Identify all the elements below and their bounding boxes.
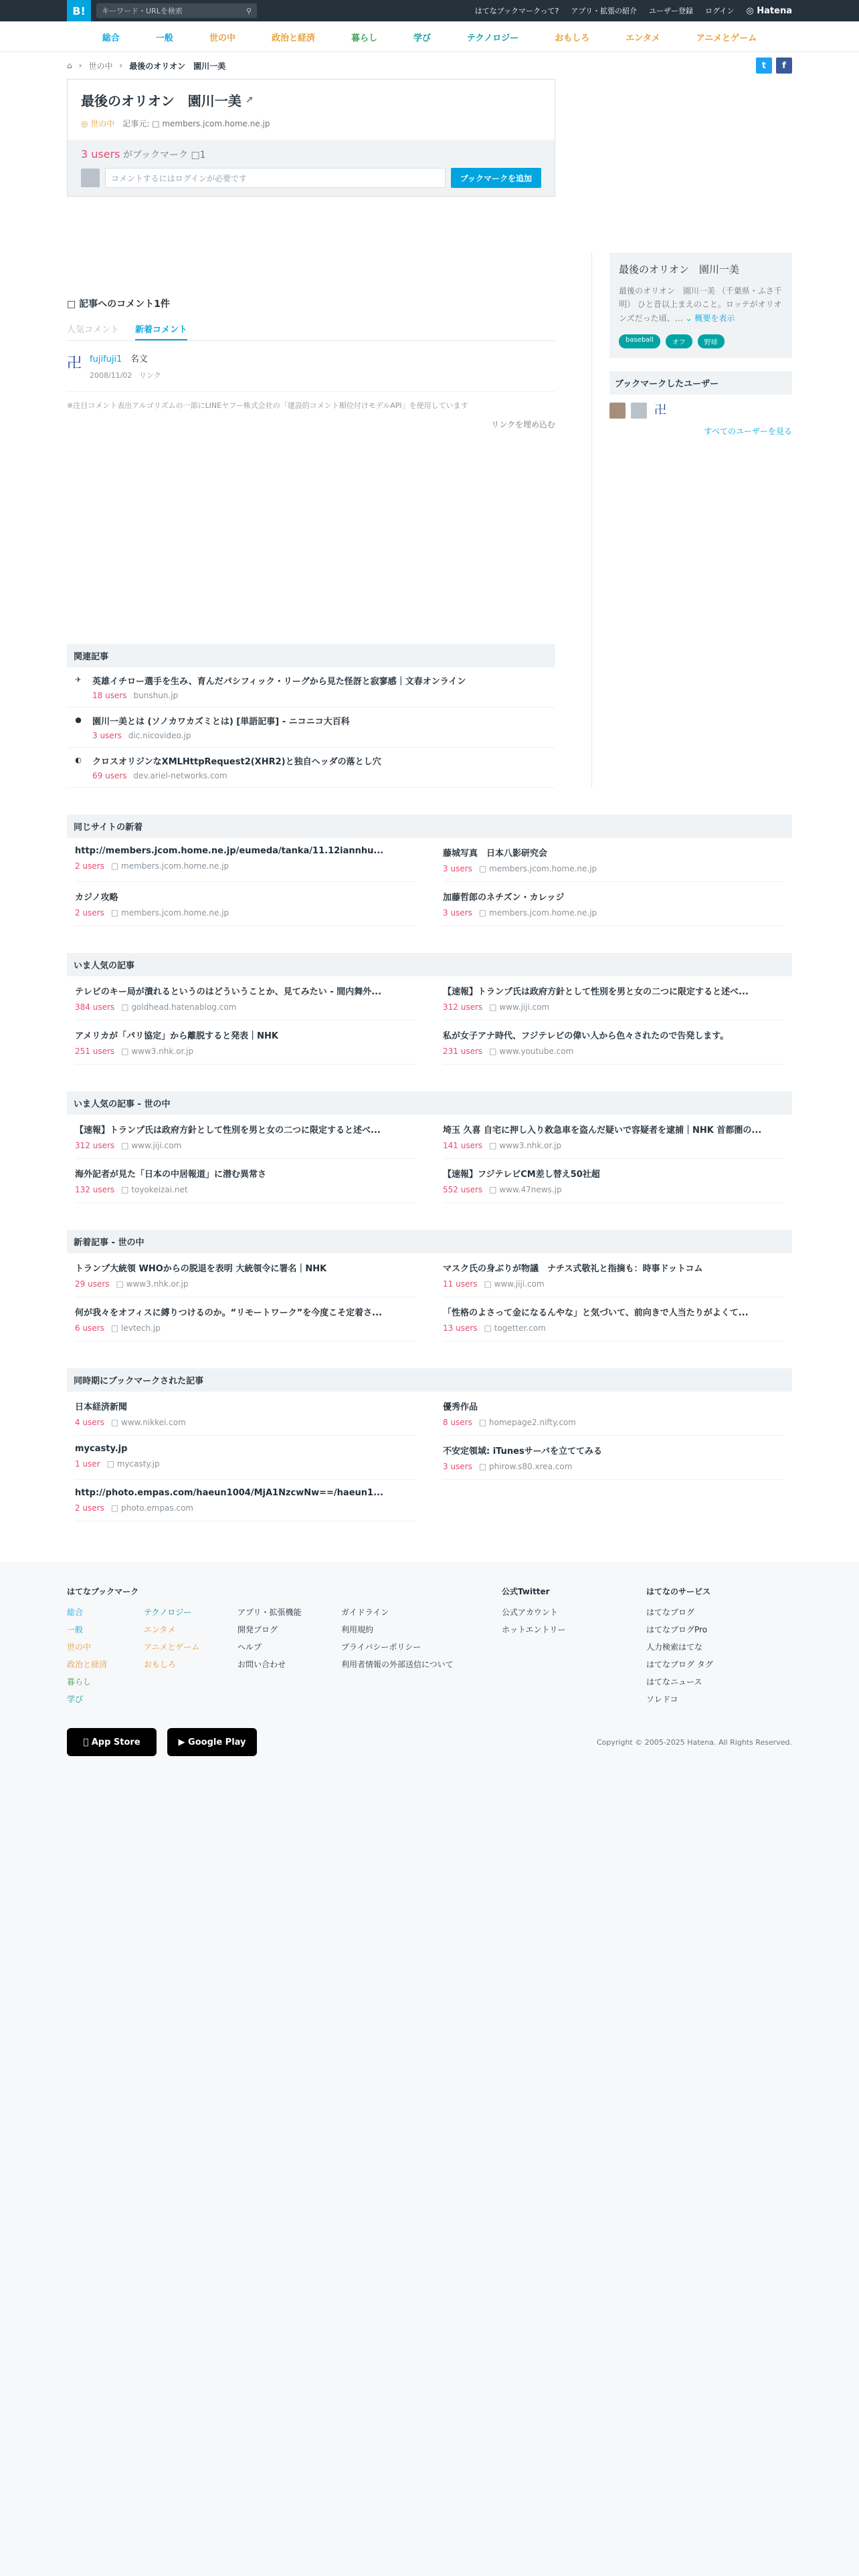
footer-link[interactable]: 一般 <box>67 1625 84 1634</box>
entry-card <box>67 79 555 197</box>
article-item[interactable] <box>443 1115 784 1159</box>
article-domain[interactable]: mycasty.jp <box>116 1459 160 1469</box>
users-count[interactable]: 11 users <box>443 1279 478 1289</box>
comment-icon: □ <box>191 150 200 160</box>
favicon-icon: □ <box>478 1418 490 1427</box>
users-count[interactable]: 3 users <box>443 908 472 918</box>
related-body <box>92 754 381 780</box>
favicon-icon: □ <box>478 908 490 918</box>
related-item[interactable] <box>67 667 555 708</box>
footer-link[interactable]: 利用規約 <box>341 1625 374 1634</box>
footer-link[interactable]: 学び <box>67 1695 84 1704</box>
article-item[interactable] <box>443 882 784 926</box>
article-title-link[interactable]: 海外記者が見た「日本の中居報道」に潜む異常さ <box>75 1170 267 1180</box>
summary-text: 最後のオリオン 園川一美 （千葉県・ふさ千明） ひと昔以上まえのこと。ロッテがオリオンズだった頃、… <box>619 286 782 323</box>
article-title-link[interactable]: 優秀作品 <box>443 1402 478 1412</box>
show-summary-label: 概要を表示 <box>694 313 735 323</box>
search-input[interactable] <box>96 3 257 18</box>
section-title: いま人気の記事 - 世の中 <box>67 1091 792 1115</box>
article-title-link[interactable]: 不安定領域: iTunesサーバを立ててみる <box>443 1446 603 1457</box>
users-count[interactable]: 552 users <box>443 1185 483 1194</box>
article-domain[interactable]: www3.nhk.or.jp <box>126 1279 189 1289</box>
related-title-link[interactable]: 英雄イチロー選手を生み、育んだパシフィック・リーグから見た怪訝と寂寥感｜文春オンライン <box>92 677 466 687</box>
article-item[interactable] <box>75 1021 416 1065</box>
users-count[interactable]: 2 users <box>75 908 104 918</box>
article-domain[interactable]: togetter.com <box>494 1323 546 1333</box>
section-title: 同時期にブックマークされた記事 <box>67 1368 792 1392</box>
footer-link[interactable]: ガイドライン <box>341 1608 389 1617</box>
related-title: 関連記事 <box>67 644 555 667</box>
article-meta <box>443 864 784 873</box>
article-meta <box>443 1047 784 1056</box>
app-store-label: App Store <box>88 1737 138 1747</box>
tag-off[interactable]: オフ <box>666 334 692 348</box>
favicon-icon: □ <box>121 1002 132 1012</box>
related-item[interactable] <box>67 708 555 748</box>
users-count[interactable]: 13 users <box>443 1323 478 1333</box>
hatena-brand-label: Hatena <box>757 5 792 16</box>
users-count[interactable]: 3 users <box>443 1462 472 1471</box>
footer-link[interactable]: プライバシーポリシー <box>341 1642 421 1652</box>
article-section <box>67 953 792 1065</box>
article-title-link[interactable]: 何が我々をオフィスに縛りつけるのか。“リモートワーク”を今度こそ定着さ... <box>75 1308 382 1318</box>
favicon-icon: ● <box>75 716 82 724</box>
copyright: Copyright © 2005-2025 Hatena. All Rights Reserved. <box>596 1737 792 1747</box>
favicon-icon: □ <box>478 864 490 873</box>
related-meta <box>92 691 466 700</box>
bookmark-count <box>81 148 541 161</box>
tab-popular-comments[interactable]: 人気コメント <box>67 325 120 335</box>
footer-link[interactable]: テクノロジー <box>144 1608 192 1617</box>
article-domain[interactable]: members.jcom.home.ne.jp <box>121 908 229 918</box>
breadcrumb <box>67 52 792 79</box>
article-title-link[interactable]: 【速報】フジテレビCM差し替え50社超 <box>443 1170 600 1180</box>
article-grid <box>67 1253 792 1341</box>
article-meta <box>75 1323 416 1333</box>
article-title-link[interactable]: 【速報】トランプ氏は政府方針として性別を男と女の二つに限定すると述べ... <box>443 987 749 997</box>
entry-summary <box>609 253 792 358</box>
tag-baseball[interactable]: baseball <box>619 334 660 348</box>
article-item[interactable] <box>443 976 784 1021</box>
footer-twitter-title: 公式Twitter <box>502 1587 550 1596</box>
article-meta <box>75 908 416 918</box>
footer-link[interactable]: ホットエントリー <box>502 1625 566 1634</box>
footer-link[interactable]: エンタメ <box>144 1625 176 1634</box>
article-meta <box>75 1459 416 1469</box>
related-body <box>92 674 466 700</box>
users-count[interactable]: 251 users <box>75 1047 115 1056</box>
related-item[interactable] <box>67 748 555 788</box>
comment-tabs <box>67 318 555 341</box>
footer-link[interactable]: はてなブログ タグ <box>646 1660 713 1669</box>
article-domain[interactable]: goldhead.hatenablog.com <box>131 1002 237 1012</box>
article-item[interactable] <box>75 1480 416 1521</box>
article-domain[interactable]: www.jiji.com <box>494 1279 545 1289</box>
footer-link[interactable]: はてなブログ <box>646 1608 695 1617</box>
chevron-right-icon: › <box>119 61 123 70</box>
search-placeholder: キーワード・URLを検索 <box>102 7 183 15</box>
tab-new-comments[interactable]: 新着コメント <box>135 318 187 340</box>
article-meta <box>75 1185 416 1194</box>
embed-link[interactable]: リンクを埋め込む <box>491 420 555 429</box>
top-nav-about[interactable]: はてなブックマークって? <box>474 7 559 15</box>
entry-source-label: 記事元: <box>122 119 150 128</box>
entry-category[interactable]: ◎ 世の中 <box>81 119 115 128</box>
article-item[interactable] <box>75 1436 416 1480</box>
tag-list <box>619 334 783 348</box>
article-domain[interactable]: www3.nhk.or.jp <box>499 1141 562 1150</box>
article-meta <box>443 1141 784 1150</box>
article-meta <box>443 908 784 918</box>
article-grid <box>67 1115 792 1203</box>
favicon-icon: ✈ <box>75 675 82 684</box>
users-count[interactable]: 3 users <box>92 731 122 740</box>
article-item[interactable] <box>443 1253 784 1297</box>
article-meta <box>75 1279 416 1289</box>
related-meta <box>92 771 381 780</box>
favicon-icon: □ <box>121 1185 132 1194</box>
article-grid <box>67 1392 792 1521</box>
footer-link[interactable]: はてなニュース <box>646 1677 702 1687</box>
footer-link[interactable]: 総合 <box>67 1608 84 1617</box>
category-tab[interactable]: 学び <box>413 33 431 43</box>
favicon-icon: □ <box>110 908 122 918</box>
article-item[interactable] <box>443 1159 784 1203</box>
home-icon[interactable]: ⌂ <box>67 61 72 70</box>
bookmark-users <box>609 403 792 419</box>
footer-link[interactable]: アプリ・拡張機能 <box>237 1608 302 1617</box>
footer-link[interactable]: 政治と経済 <box>67 1660 108 1669</box>
article-item[interactable] <box>75 838 416 882</box>
footer-link[interactable]: ソレドコ <box>646 1695 678 1704</box>
comment-input[interactable]: コメントするにはログインが必要です <box>105 168 446 188</box>
footer <box>0 1562 859 1780</box>
favicon-icon: □ <box>484 1279 494 1289</box>
users-count[interactable]: 3 users <box>443 864 472 873</box>
search-icon[interactable]: ⚲ <box>246 6 252 15</box>
comment-text: 名文 <box>130 354 148 364</box>
article-title-link[interactable]: 藤城写真 日本八影研究会 <box>443 849 548 859</box>
related-title-link[interactable]: 園川一美とは (ソノカワカズミとは) [単語記事] - ニコニコ大百科 <box>92 717 350 727</box>
category-tab[interactable]: アニメとゲーム <box>696 33 757 43</box>
article-domain[interactable]: members.jcom.home.ne.jp <box>121 861 229 871</box>
users-count[interactable]: 29 users <box>75 1279 110 1289</box>
article-title-link[interactable]: 埼玉 久喜 自宅に押し入り救急車を盗んだ疑いで容疑者を逮捕｜NHK 首都圏の... <box>443 1125 762 1136</box>
favicon-icon: □ <box>489 1047 500 1056</box>
article-meta <box>443 1279 784 1289</box>
favicon-icon: □ <box>489 1002 500 1012</box>
category-tab[interactable]: テクノロジー <box>467 33 519 43</box>
article-title-link[interactable]: mycasty.jp <box>75 1444 128 1454</box>
article-item[interactable] <box>443 1436 784 1480</box>
top-bar <box>0 0 859 21</box>
users-count[interactable]: 312 users <box>443 1002 483 1012</box>
footer-link[interactable]: はてなブログPro <box>646 1625 708 1634</box>
users-count[interactable]: 231 users <box>443 1047 483 1056</box>
category-tab[interactable]: 世の中 <box>209 33 235 43</box>
article-meta <box>75 861 416 871</box>
users-count[interactable]: 2 users <box>75 1503 104 1513</box>
summary-title: 最後のオリオン 園川一美 <box>619 263 739 276</box>
category-tab[interactable]: おもしろ <box>555 33 590 43</box>
users-count[interactable]: 141 users <box>443 1141 483 1150</box>
article-section <box>67 1091 792 1203</box>
article-domain[interactable]: members.jcom.home.ne.jp <box>489 864 597 873</box>
article-domain[interactable]: homepage2.nifty.com <box>489 1418 576 1427</box>
article-item[interactable] <box>75 1392 416 1436</box>
users-count[interactable]: 8 users <box>443 1418 472 1427</box>
users-count[interactable]: 312 users <box>75 1141 115 1150</box>
article-domain[interactable]: photo.empas.com <box>121 1503 193 1513</box>
avatar <box>81 169 100 187</box>
related-title-link[interactable]: クロスオリジンなXMLHttpRequest2(XHR2)と独自ヘッダの落とし穴 <box>92 757 381 767</box>
article-title-link[interactable]: 「性格のよさって金になるんやな」と気づいて、前向きで人当たりがよくて... <box>443 1308 749 1318</box>
footer-link[interactable]: 開発ブログ <box>237 1625 278 1634</box>
app-store-button[interactable] <box>67 1728 157 1756</box>
share-buttons <box>756 58 792 74</box>
favicon-icon: □ <box>106 1459 117 1469</box>
top-nav-register[interactable]: ユーザー登録 <box>648 7 693 15</box>
favicon-icon: □ <box>121 1047 132 1056</box>
article-section <box>67 1230 792 1341</box>
top-nav <box>475 5 792 16</box>
users-count[interactable]: 4 users <box>75 1418 104 1427</box>
hatena-icon: ◎ <box>746 5 754 16</box>
article-item[interactable] <box>443 838 784 882</box>
favicon-icon: □ <box>110 1418 122 1427</box>
top-nav-login[interactable]: ログイン <box>704 7 735 15</box>
user-avatar-icon[interactable]: 卍 <box>67 355 82 372</box>
related-domain[interactable]: bunshun.jp <box>133 691 179 700</box>
article-domain[interactable]: phirow.s80.xrea.com <box>489 1462 573 1471</box>
comment-date[interactable]: 2008/11/02 <box>90 371 132 380</box>
footer-link[interactable]: ヘルプ <box>237 1642 262 1652</box>
users-count[interactable]: 384 users <box>75 1002 115 1012</box>
article-title-link[interactable]: 加藤哲郎のネチズン・カレッジ <box>443 893 565 903</box>
avatar[interactable]: 卍 <box>652 403 668 419</box>
article-item[interactable] <box>443 1392 784 1436</box>
main-column <box>67 79 555 788</box>
article-grid <box>67 976 792 1065</box>
twitter-icon[interactable]: t <box>756 58 772 74</box>
side-column <box>591 253 792 788</box>
article-title-link[interactable]: 私が女子アナ時代、フジテレビの偉い人から色々されたので告発します。 <box>443 1031 729 1041</box>
article-section <box>67 1368 792 1521</box>
footer-link[interactable]: おもしろ <box>144 1660 177 1669</box>
article-domain[interactable]: levtech.jp <box>121 1323 161 1333</box>
users-count[interactable]: 2 users <box>75 861 104 871</box>
article-title-link[interactable]: テレビのキー局が潰れるというのはどういうことか、見てみたい - 間内舞外... <box>75 987 382 997</box>
article-domain[interactable]: www.jiji.com <box>499 1002 550 1012</box>
article-item[interactable] <box>443 1021 784 1065</box>
all-users-link[interactable]: すべてのユーザーを見る <box>704 427 792 437</box>
favicon-icon: □ <box>110 1503 122 1513</box>
footer-hatebu-title: はてなブックマーク <box>67 1587 139 1596</box>
article-title-link[interactable]: トランプ大統領 WHOからの脱退を表明 大統領令に署名｜NHK <box>75 1264 327 1274</box>
article-meta <box>75 1002 416 1012</box>
favicon-icon: □ <box>478 1462 490 1471</box>
users-count[interactable]: 18 users <box>92 691 127 700</box>
favicon-icon: ◐ <box>75 756 82 764</box>
page-icon: □ <box>152 119 160 128</box>
show-summary-button[interactable]: ⌄ 概要を表示 <box>685 313 735 323</box>
article-meta <box>443 1418 784 1427</box>
article-meta <box>443 1462 784 1471</box>
breadcrumb-category[interactable]: 世の中 <box>88 61 113 71</box>
hatebu-logo[interactable]: B! <box>67 0 91 21</box>
avatar[interactable] <box>609 403 626 419</box>
tag-yakyu[interactable]: 野球 <box>698 334 725 348</box>
users-count[interactable]: 6 users <box>75 1323 104 1333</box>
add-bookmark-button[interactable] <box>451 168 541 188</box>
comment-item <box>67 341 555 392</box>
footer-link[interactable]: 人力検索はてな <box>646 1642 703 1652</box>
favicon-icon: □ <box>110 1323 122 1333</box>
category-tab[interactable]: 暮らし <box>351 33 377 43</box>
article-domain[interactable]: www3.nhk.or.jp <box>131 1047 194 1056</box>
favicon-icon: □ <box>110 861 122 871</box>
facebook-icon[interactable]: f <box>776 58 792 74</box>
favicon-icon: □ <box>489 1185 500 1194</box>
comment-icon: □ <box>67 299 76 310</box>
top-nav-apps[interactable]: アプリ・拡張の紹介 <box>571 7 637 15</box>
article-domain[interactable]: www.47news.jp <box>499 1185 562 1194</box>
apple-icon <box>83 1737 88 1747</box>
article-meta <box>75 1418 416 1427</box>
article-domain[interactable]: members.jcom.home.ne.jp <box>489 908 597 918</box>
article-section <box>67 815 792 926</box>
page-body <box>0 52 859 1562</box>
footer-link[interactable]: 暮らし <box>67 1677 92 1687</box>
article-item[interactable] <box>75 882 416 926</box>
article-item[interactable] <box>75 1115 416 1159</box>
comment-user[interactable]: fujifuji1 <box>90 354 122 364</box>
article-title-link[interactable]: 【速報】トランプ氏は政府方針として性別を男と女の二つに限定すると述べ... <box>75 1125 381 1136</box>
footer-link[interactable]: お問い合わせ <box>237 1660 286 1669</box>
comments-title-text: 記事へのコメント1件 <box>79 299 170 310</box>
article-title-link[interactable]: マスク氏の身ぶりが物議 ナチス式敬礼と指摘も：時事ドットコム <box>443 1264 703 1274</box>
section-title: 同じサイトの新着 <box>67 815 792 838</box>
section-title: 新着記事 - 世の中 <box>67 1230 792 1253</box>
footer-link[interactable]: 利用者情報の外部送信について <box>341 1660 454 1669</box>
users-count[interactable]: 1 user <box>75 1459 100 1469</box>
external-link-icon: ↗ <box>245 94 254 106</box>
section-title: いま人気の記事 <box>67 953 792 976</box>
article-meta <box>443 1323 784 1333</box>
article-domain[interactable]: www.youtube.com <box>499 1047 574 1056</box>
google-play-label: Google Play <box>188 1737 246 1747</box>
category-tab[interactable]: エンタメ <box>626 33 660 43</box>
favicon-icon: □ <box>116 1279 126 1289</box>
footer-link[interactable]: 公式アカウント <box>502 1608 558 1617</box>
add-bookmark-label: ブックマークを追加 <box>460 173 532 183</box>
users-suffix: がブックマーク <box>122 150 188 160</box>
article-meta <box>75 1141 416 1150</box>
article-item[interactable] <box>443 1297 784 1341</box>
category-bar <box>0 21 859 52</box>
article-title-link[interactable]: 日本経済新聞 <box>75 1402 128 1412</box>
entry-category-label: 世の中 <box>90 119 115 128</box>
favicon-icon: □ <box>489 1141 500 1150</box>
article-domain[interactable]: www.jiji.com <box>131 1141 182 1150</box>
category-tab[interactable]: 一般 <box>155 33 173 43</box>
article-domain[interactable]: www.nikkei.com <box>121 1418 186 1427</box>
users-count[interactable]: 69 users <box>92 771 127 780</box>
related-domain[interactable]: dev.ariel-networks.com <box>133 771 227 780</box>
breadcrumb-current: 最後のオリオン 園川一美 <box>129 61 226 71</box>
users-count[interactable]: 3 users <box>81 148 120 160</box>
article-item[interactable] <box>75 1253 416 1297</box>
article-title-link[interactable]: http://members.jcom.home.ne.jp/eumeda/tanka/11.12iannhu... <box>75 846 384 856</box>
avatar[interactable] <box>631 403 647 419</box>
article-meta <box>75 1503 416 1513</box>
related-articles <box>67 644 555 788</box>
article-item[interactable] <box>75 1297 416 1341</box>
article-title-link[interactable]: アメリカが「パリ協定」から離脱すると発表｜NHK <box>75 1031 278 1041</box>
users-count[interactable]: 132 users <box>75 1185 115 1194</box>
play-icon: ▶ <box>178 1737 185 1747</box>
article-title-link[interactable]: http://photo.empas.com/haeun1004/MjA1NzcwNw==/haeun1... <box>75 1488 383 1498</box>
article-meta <box>75 1047 416 1056</box>
related-meta <box>92 731 350 740</box>
article-item[interactable] <box>75 1159 416 1203</box>
entry-source <box>122 118 270 129</box>
article-grid <box>67 838 792 926</box>
footer-link[interactable]: アニメとゲーム <box>144 1642 200 1652</box>
comment-note: ※注目コメント表出アルゴリズムの一部にLINEヤフー株式会社の「建設的コメント順位付けモデルAPI」を使用しています <box>67 401 468 410</box>
favicon-icon: □ <box>484 1323 494 1333</box>
comment-count: 1 <box>199 150 206 160</box>
entry-title-text: 最後のオリオン 園川一美 <box>81 93 242 109</box>
related-domain[interactable]: dic.nicovideo.jp <box>128 731 191 740</box>
google-play-button[interactable] <box>167 1728 257 1756</box>
hatena-brand[interactable] <box>746 6 792 16</box>
article-item[interactable] <box>75 976 416 1021</box>
entry-title[interactable] <box>81 90 541 110</box>
article-title-link[interactable]: カジノ攻略 <box>75 893 118 903</box>
article-meta <box>443 1185 784 1194</box>
article-meta <box>443 1002 784 1012</box>
article-domain[interactable]: toyokeizai.net <box>131 1185 188 1194</box>
favicon-icon: □ <box>121 1141 132 1150</box>
entry-domain-link[interactable]: members.jcom.home.ne.jp <box>162 119 270 128</box>
comments-title <box>67 297 555 310</box>
footer-link[interactable]: 世の中 <box>67 1642 92 1652</box>
chevron-right-icon: › <box>78 61 82 70</box>
footer-services-title: はてなのサービス <box>646 1587 711 1596</box>
bookmark-users-title: ブックマークしたユーザー <box>609 371 792 395</box>
related-body <box>92 714 350 740</box>
comment-link[interactable]: リンク <box>138 371 161 380</box>
category-tab[interactable]: 総合 <box>102 33 120 43</box>
category-tab[interactable]: 政治と経済 <box>271 33 315 43</box>
